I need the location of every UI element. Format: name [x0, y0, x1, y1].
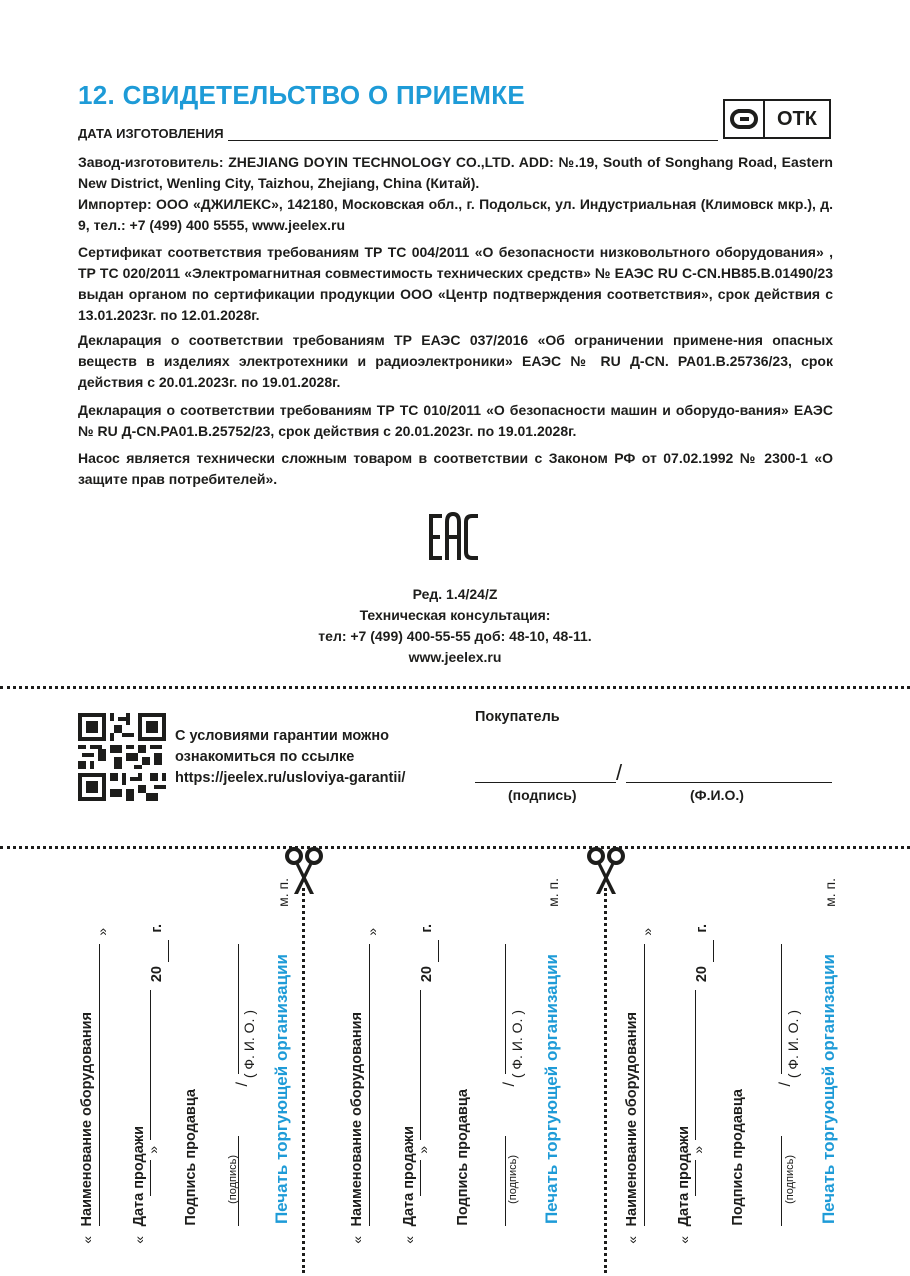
buyer-label: Покупатель — [475, 709, 560, 725]
warranty-line-1: С условиями гарантии можно — [175, 728, 389, 744]
revision-text: Ред. 1.4/24/Z — [412, 586, 498, 602]
coupon-mp-label: м. п. — [822, 878, 838, 907]
coupon-year-suffix: г. — [694, 924, 710, 933]
coupon-date-open: « — [401, 1236, 417, 1244]
warranty-link[interactable]: https://jeelex.ru/usloviya-garantii/ — [175, 770, 406, 786]
coupon-seller-sign-line[interactable] — [238, 1136, 239, 1226]
coupon-name-caption: ( Ф. И. О. ) — [509, 1010, 525, 1079]
coupon-slash: / — [501, 1082, 518, 1087]
coupon-date-open: « — [676, 1236, 692, 1244]
coupon-date-open: « — [131, 1236, 147, 1244]
coupon-seller-sign-label: Подпись продавца — [183, 1089, 199, 1226]
coupon-name-caption: ( Ф. И. О. ) — [241, 1010, 257, 1079]
declaration-010-paragraph: Декларация о соответствии требованиям ТР ТС 010/2011 «О безопасности машин и оборудо-вания» ЕАЭС № RU Д-CN.РА01.В.25752/23, срок действия с 20.01.2023г. по 19.01.2028г. — [78, 402, 833, 439]
consultation-phone: тел: +7 (499) 400-55-55 доб: 48-10, 48-11. — [318, 628, 592, 644]
coupon-quote-close: » — [94, 928, 110, 936]
eac-mark-icon — [427, 512, 483, 567]
manufacture-date-line — [228, 126, 718, 141]
cut-line-vertical-1 — [302, 888, 305, 1273]
coupon-year-line[interactable] — [438, 940, 439, 962]
coupon-stamp-label: Печать торгующей организации — [542, 953, 561, 1224]
coupon-equipment-label: Наименование оборудования — [349, 1011, 365, 1226]
manufacture-date-label: ДАТА ИЗГОТОВЛЕНИЯ — [78, 126, 224, 141]
manufacturer-paragraph: Завод-изготовитель: ZHEJIANG DOYIN TECHNOLOGY CO.,LTD. ADD: №.19, South of Songhang Road, Eastern New District, Wenling City, Taizhou, Zhejiang, China (Китай). — [78, 154, 833, 191]
coupon-month-line[interactable] — [150, 990, 151, 1140]
coupon-year-suffix: г. — [419, 924, 435, 933]
coupon-equipment-line[interactable] — [644, 944, 645, 1226]
coupon-sign-caption: (подпись) — [227, 1155, 239, 1204]
page-title: 12. СВИДЕТЕЛЬСТВО О ПРИЕМКЕ — [78, 80, 526, 110]
coupon-day-line[interactable] — [150, 1160, 151, 1196]
certificate-paragraph: Сертификат соответствия требованиям ТР ТС 004/2011 «О безопасности низковольтного оборудования» , ТР ТС 020/2011 «Электромагнитная совместимость технических средств» № ЕАЭС RU С-CN.НВ85.В.01490/23 выдан органом по сертификации продукции ООО «Центр подтверждения соответствия», срок действия с 13.01.2023г. по 12.01.2028г. — [78, 244, 833, 323]
scissors-icon — [586, 846, 626, 901]
coupon-equipment-label: Наименование оборудования — [624, 1011, 640, 1226]
cut-line-top — [0, 686, 910, 689]
coupon-year-line[interactable] — [713, 940, 714, 962]
coupon-seller-name-line[interactable] — [238, 944, 239, 1074]
coupon-equipment-line[interactable] — [99, 944, 100, 1226]
coupon-seller-sign-line[interactable] — [505, 1136, 506, 1226]
warranty-line-2: ознакомиться по ссылке — [175, 749, 355, 765]
coupon-quote-close: » — [639, 928, 655, 936]
coupon-slash: / — [234, 1082, 251, 1087]
coupon-seller-name-line[interactable] — [505, 944, 506, 1074]
coupon-seller-sign-label: Подпись продавца — [730, 1089, 746, 1226]
otk-stamp — [723, 99, 831, 139]
qr-code-icon[interactable] — [78, 713, 166, 806]
coupon-sale-date-label: Дата продажи — [401, 1125, 417, 1226]
coupon-year-line[interactable] — [168, 940, 169, 962]
coupon-day-line[interactable] — [695, 1160, 696, 1196]
otk-logo-icon — [725, 101, 765, 137]
coupon-year-prefix: 20 — [149, 966, 165, 983]
coupon-sale-date-label: Дата продажи — [676, 1125, 692, 1226]
coupon-seller-sign-label: Подпись продавца — [455, 1089, 471, 1226]
coupon-quote-open: « — [79, 1236, 95, 1244]
manufacture-date-row — [78, 126, 718, 141]
coupon-sign-caption: (подпись) — [784, 1155, 796, 1204]
declaration-037-paragraph: Декларация о соответствии требованиям ТР ЕАЭС 037/2016 «Об ограничении примене-ния опасных веществ в изделиях электротехники и радиоэлектроники» ЕАЭС № RU Д-CN. РА01.В.25736/23, срок действия с 20.01.2023г. по 19.01.2028г. — [78, 332, 833, 390]
coupon-stamp-label: Печать торгующей организации — [819, 953, 838, 1224]
coupon-month-line[interactable] — [695, 990, 696, 1140]
coupon-sale-date-label: Дата продажи — [131, 1125, 147, 1226]
consumer-law-paragraph: Насос является технически сложным товаром в соответствии с Законом РФ от 07.02.1992 № 2300-1 «О защите прав потребителей». — [78, 450, 833, 487]
cut-line-vertical-2 — [604, 888, 607, 1273]
coupon-slash: / — [777, 1082, 794, 1087]
coupon-date-close: » — [415, 1146, 431, 1154]
consultation-label: Техническая консультация: — [359, 607, 551, 623]
importer-paragraph: Импортер: ООО «ДЖИЛЕКС», 142180, Московская обл., г. Подольск, ул. Индустриальная (Климовск мкр.), д. 9, тел.: +7 (499) 400 5555, www.jeelex.ru — [78, 196, 833, 233]
coupon-date-close: » — [145, 1146, 161, 1154]
contacts-block — [0, 584, 910, 668]
coupon-mp-label: м. п. — [275, 878, 291, 907]
buyer-slash: / — [616, 760, 623, 785]
coupon-month-line[interactable] — [420, 990, 421, 1140]
coupon-date-close: » — [690, 1146, 706, 1154]
coupon-quote-open: « — [349, 1236, 365, 1244]
coupon-quote-close: » — [364, 928, 380, 936]
coupon-year-prefix: 20 — [419, 966, 435, 983]
website-link[interactable]: www.jeelex.ru — [408, 649, 502, 665]
coupon-seller-name-line[interactable] — [781, 944, 782, 1074]
buyer-name-caption: (Ф.И.О.) — [690, 787, 744, 803]
warranty-info — [175, 726, 405, 789]
coupon-year-prefix: 20 — [694, 966, 710, 983]
coupon-year-suffix: г. — [149, 924, 165, 933]
cut-line-coupons — [0, 846, 910, 849]
buyer-signature-caption: (подпись) — [508, 787, 577, 803]
coupon-equipment-line[interactable] — [369, 944, 370, 1226]
coupon-mp-label: м. п. — [545, 878, 561, 907]
coupon-stamp-label: Печать торгующей организации — [272, 953, 291, 1224]
buyer-name-line[interactable] — [626, 782, 832, 783]
coupon-day-line[interactable] — [420, 1160, 421, 1196]
coupon-seller-sign-line[interactable] — [781, 1136, 782, 1226]
coupon-name-caption: ( Ф. И. О. ) — [785, 1010, 801, 1079]
coupon-quote-open: « — [624, 1236, 640, 1244]
buyer-signature-line[interactable] — [475, 782, 616, 783]
coupon-sign-caption: (подпись) — [507, 1155, 519, 1204]
coupon-equipment-label: Наименование оборудования — [79, 1011, 95, 1226]
otk-label: ОТК — [777, 107, 817, 130]
